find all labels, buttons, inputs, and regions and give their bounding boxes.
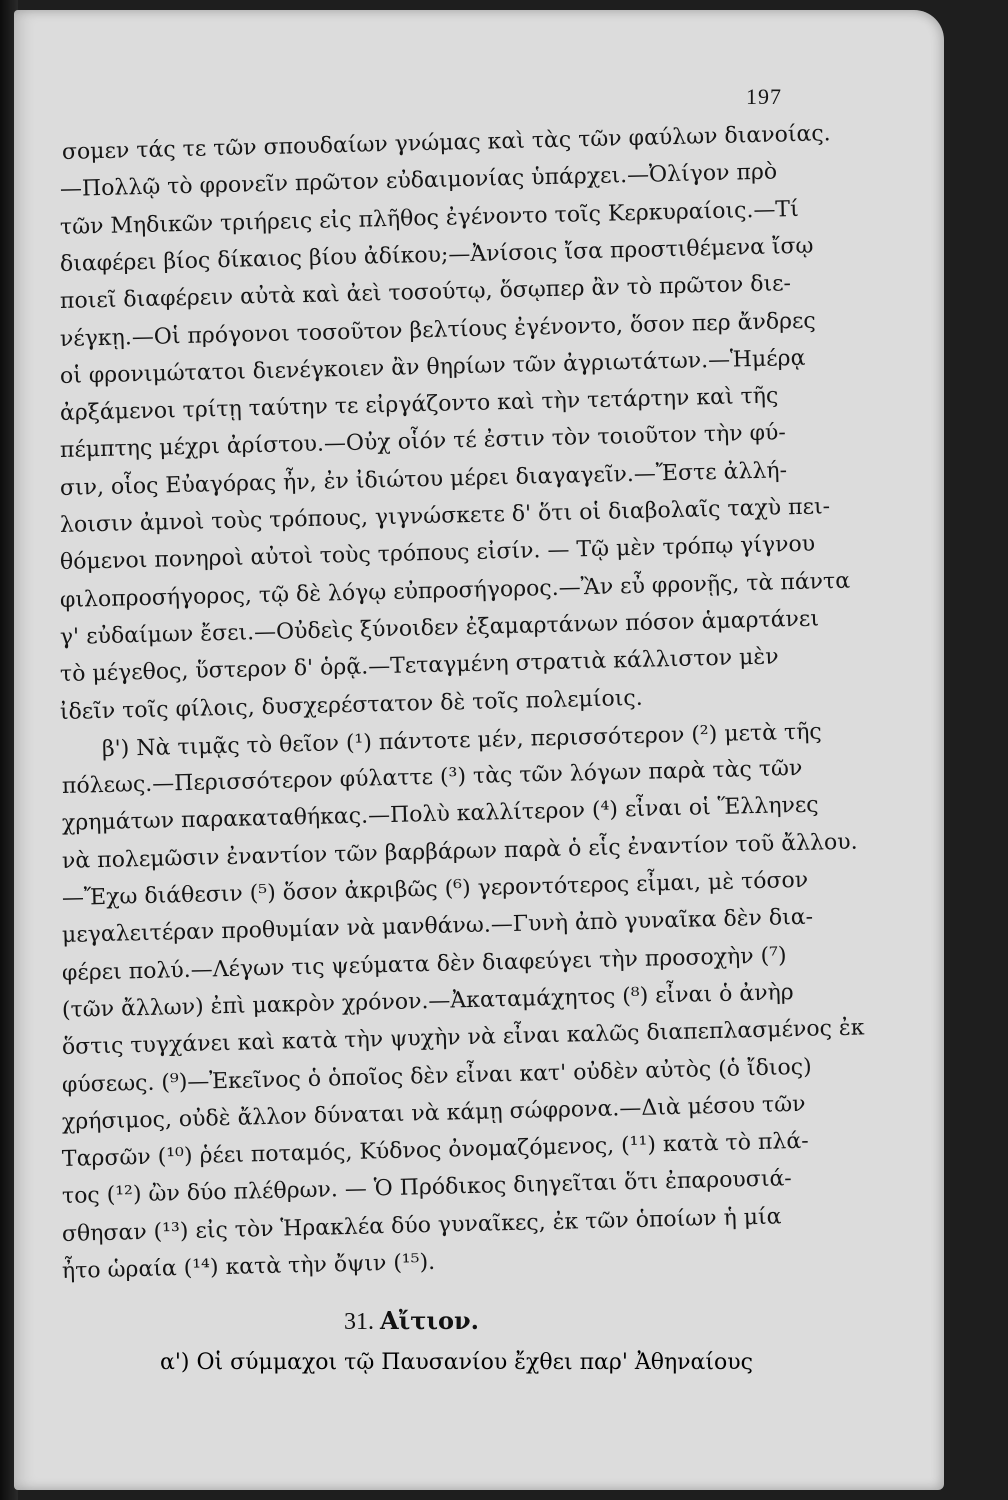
text-line: ἰδεῖν τοῖς φίλοις, δυσχερέστατον δὲ τοῖς πολεμίοις. <box>59 685 643 725</box>
text-line: λοισιν ἀμνοὶ τοὺς τρόπους, γιγνώσκετε δ' ὅτι οἱ διαβολαῖς ταχὺ πει- <box>59 494 831 538</box>
text-line: χρήσιμος, οὐδὲ ἄλλον δύναται νὰ κάμῃ σώφρονα.—Διὰ μέσου τῶν <box>61 1091 806 1135</box>
text-line: τὸ μέγεθος, ὕστερον δ' ὁρᾷ.—Τεταγμένη στρατιὰ κάλλιστον μὲν <box>59 644 779 688</box>
section-title: Αἴτιον. <box>380 1306 480 1335</box>
text-line: φιλοπροσήγορος, τῷ δὲ λόγῳ εὐπροσήγορος.—Ἂν εὖ φρονῇς, τὰ πάντα <box>59 568 851 613</box>
text-line: ἀρξάμενοι τρίτῃ ταύτην τε εἰργάζοντο καὶ τὴν τετάρτην καὶ τῆς <box>59 383 779 427</box>
text-line: πόλεως.—Περισσότερον φύλαττε (³) τὰς τῶν λόγων παρὰ τὰς τῶν <box>61 756 803 800</box>
text-line: Ταρσῶν (¹⁰) ῥέει ποταμός, Κύδνος ὀνομαζόμενος, (¹¹) κατὰ τὸ πλά- <box>61 1128 809 1173</box>
section-number: 31. <box>344 1309 374 1335</box>
text-line-last: α') Οἱ σύμμαχοι τῷ Παυσανίου ἔχθει παρ' Ἀθηναίους <box>160 1350 753 1375</box>
text-line: σθησαν (¹³) εἰς τὸν Ἡρακλέα δύο γυναῖκες, ἐκ τῶν ὁποίων ἡ μία <box>61 1204 782 1247</box>
book-page <box>14 10 944 1490</box>
text-line: διαφέρει βίος δίκαιος βίου ἀδίκου;—Ἀνίσοις ἴσα προστιθέμενα ἴσῳ <box>59 233 814 277</box>
text-line: ποιεῖ διαφέρειν αὐτὰ καὶ ἀεὶ τοσούτῳ, ὅσῳπερ ἂν τὸ πρῶτον διε- <box>59 271 792 315</box>
text-line: νὰ πολεμῶσιν ἐναντίον τῶν βαρβάρων παρὰ ὁ εἷς ἐναντίον τοῦ ἄλλου. <box>61 829 858 874</box>
text-line: ἦτο ὡραία (¹⁴) κατὰ τὴν ὄψιν (¹⁵). <box>61 1249 436 1284</box>
text-line: φέρει πολύ.—Λέγων τις ψεύματα δὲν διαφεύγει τὴν προσοχὴν (⁷) <box>61 942 787 986</box>
text-line: τῶν Μηδικῶν τριήρεις εἰς πλῆθος ἐγένοντο τοῖς Κερκυραίοις.—Τί <box>59 196 800 240</box>
text-line: σιν, οἷος Εὐαγόρας ἦν, ἐν ἰδιώτου μέρει διαγαγεῖν.—Ἔστε ἀλλή- <box>59 457 788 501</box>
text-line: (τῶν ἄλλων) ἐπὶ μακρὸν χρόνον.—Ἀκαταμάχητος (⁸) εἶναι ὁ ἀνὴρ <box>61 980 794 1023</box>
text-line: μεγαλειτέραν προθυμίαν νὰ μανθάνω.—Γυνὴ ἀπὸ γυναῖκα δὲν δια- <box>61 904 814 949</box>
text-line: γ' εὐδαίμων ἔσει.—Οὐδεὶς ξύνοιδεν ἐξαμαρτάνων πόσον ἁμαρτάνει <box>59 606 820 650</box>
text-line: πέμπτης μέχρι ἀρίστου.—Οὐχ οἷόν τέ ἐστιν τὸν τοιοῦτον τὴν φύ- <box>59 420 787 464</box>
text-line: θόμενοι πονηροὶ αὐτοὶ τοὺς τρόπους εἰσίν. — Τῷ μὲν τρόπῳ γίγνου <box>59 531 816 576</box>
text-line: β') Νὰ τιμᾷς τὸ θεῖον (¹) πάντοτε μέν, περισσότερον (²) μετὰ τῆς <box>101 719 822 762</box>
text-line: χρημάτων παρακαταθήκας.—Πολὺ καλλίτερον (⁴) εἶναι οἱ Ἕλληνες <box>61 792 819 837</box>
text-line: νέγκῃ.—Οἱ πρόγονοι τοσοῦτον βελτίους ἐγένοντο, ὅσον περ ἄνδρες <box>59 308 817 352</box>
text-line: σομεν τάς τε τῶν σπουδαίων γνώμας καὶ τὰς τῶν φαύλων διανοίας. <box>61 121 831 165</box>
text-line: ὅστις τυγχάνει καὶ κατὰ τὴν ψυχὴν νὰ εἶναι καλῶς διαπεπλασμένος ἐκ <box>61 1015 865 1061</box>
text-line: —Ἔχω διάθεσιν (⁵) ὅσον ἀκριβῶς (⁶) γεροντότερος εἶμαι, μὲ τόσον <box>61 867 809 911</box>
text-line: οἱ φρονιμώτατοι διενέγκοιεν ἂν θηρίων τῶν ἀγριωτάτων.—Ἡμέρᾳ <box>59 345 806 389</box>
text-line: τος (¹²) ὢν δύο πλέθρων. — Ὁ Πρόδικος διηγεῖται ὅτι ἐπαρουσιά- <box>61 1166 792 1210</box>
text-line: φύσεως. (⁹)—Ἐκεῖνος ὁ ὁποῖος δὲν εἶναι κατ' οὐδὲν αὐτὸς (ὁ ἴδιος) <box>61 1054 812 1098</box>
text-line: —Πολλῷ τὸ φρονεῖν πρῶτον εὐδαιμονίας ὑπάρχει.—Ὀλίγον πρὸ <box>59 159 778 203</box>
section-heading <box>344 1306 479 1336</box>
page-number: 197 <box>746 84 782 109</box>
